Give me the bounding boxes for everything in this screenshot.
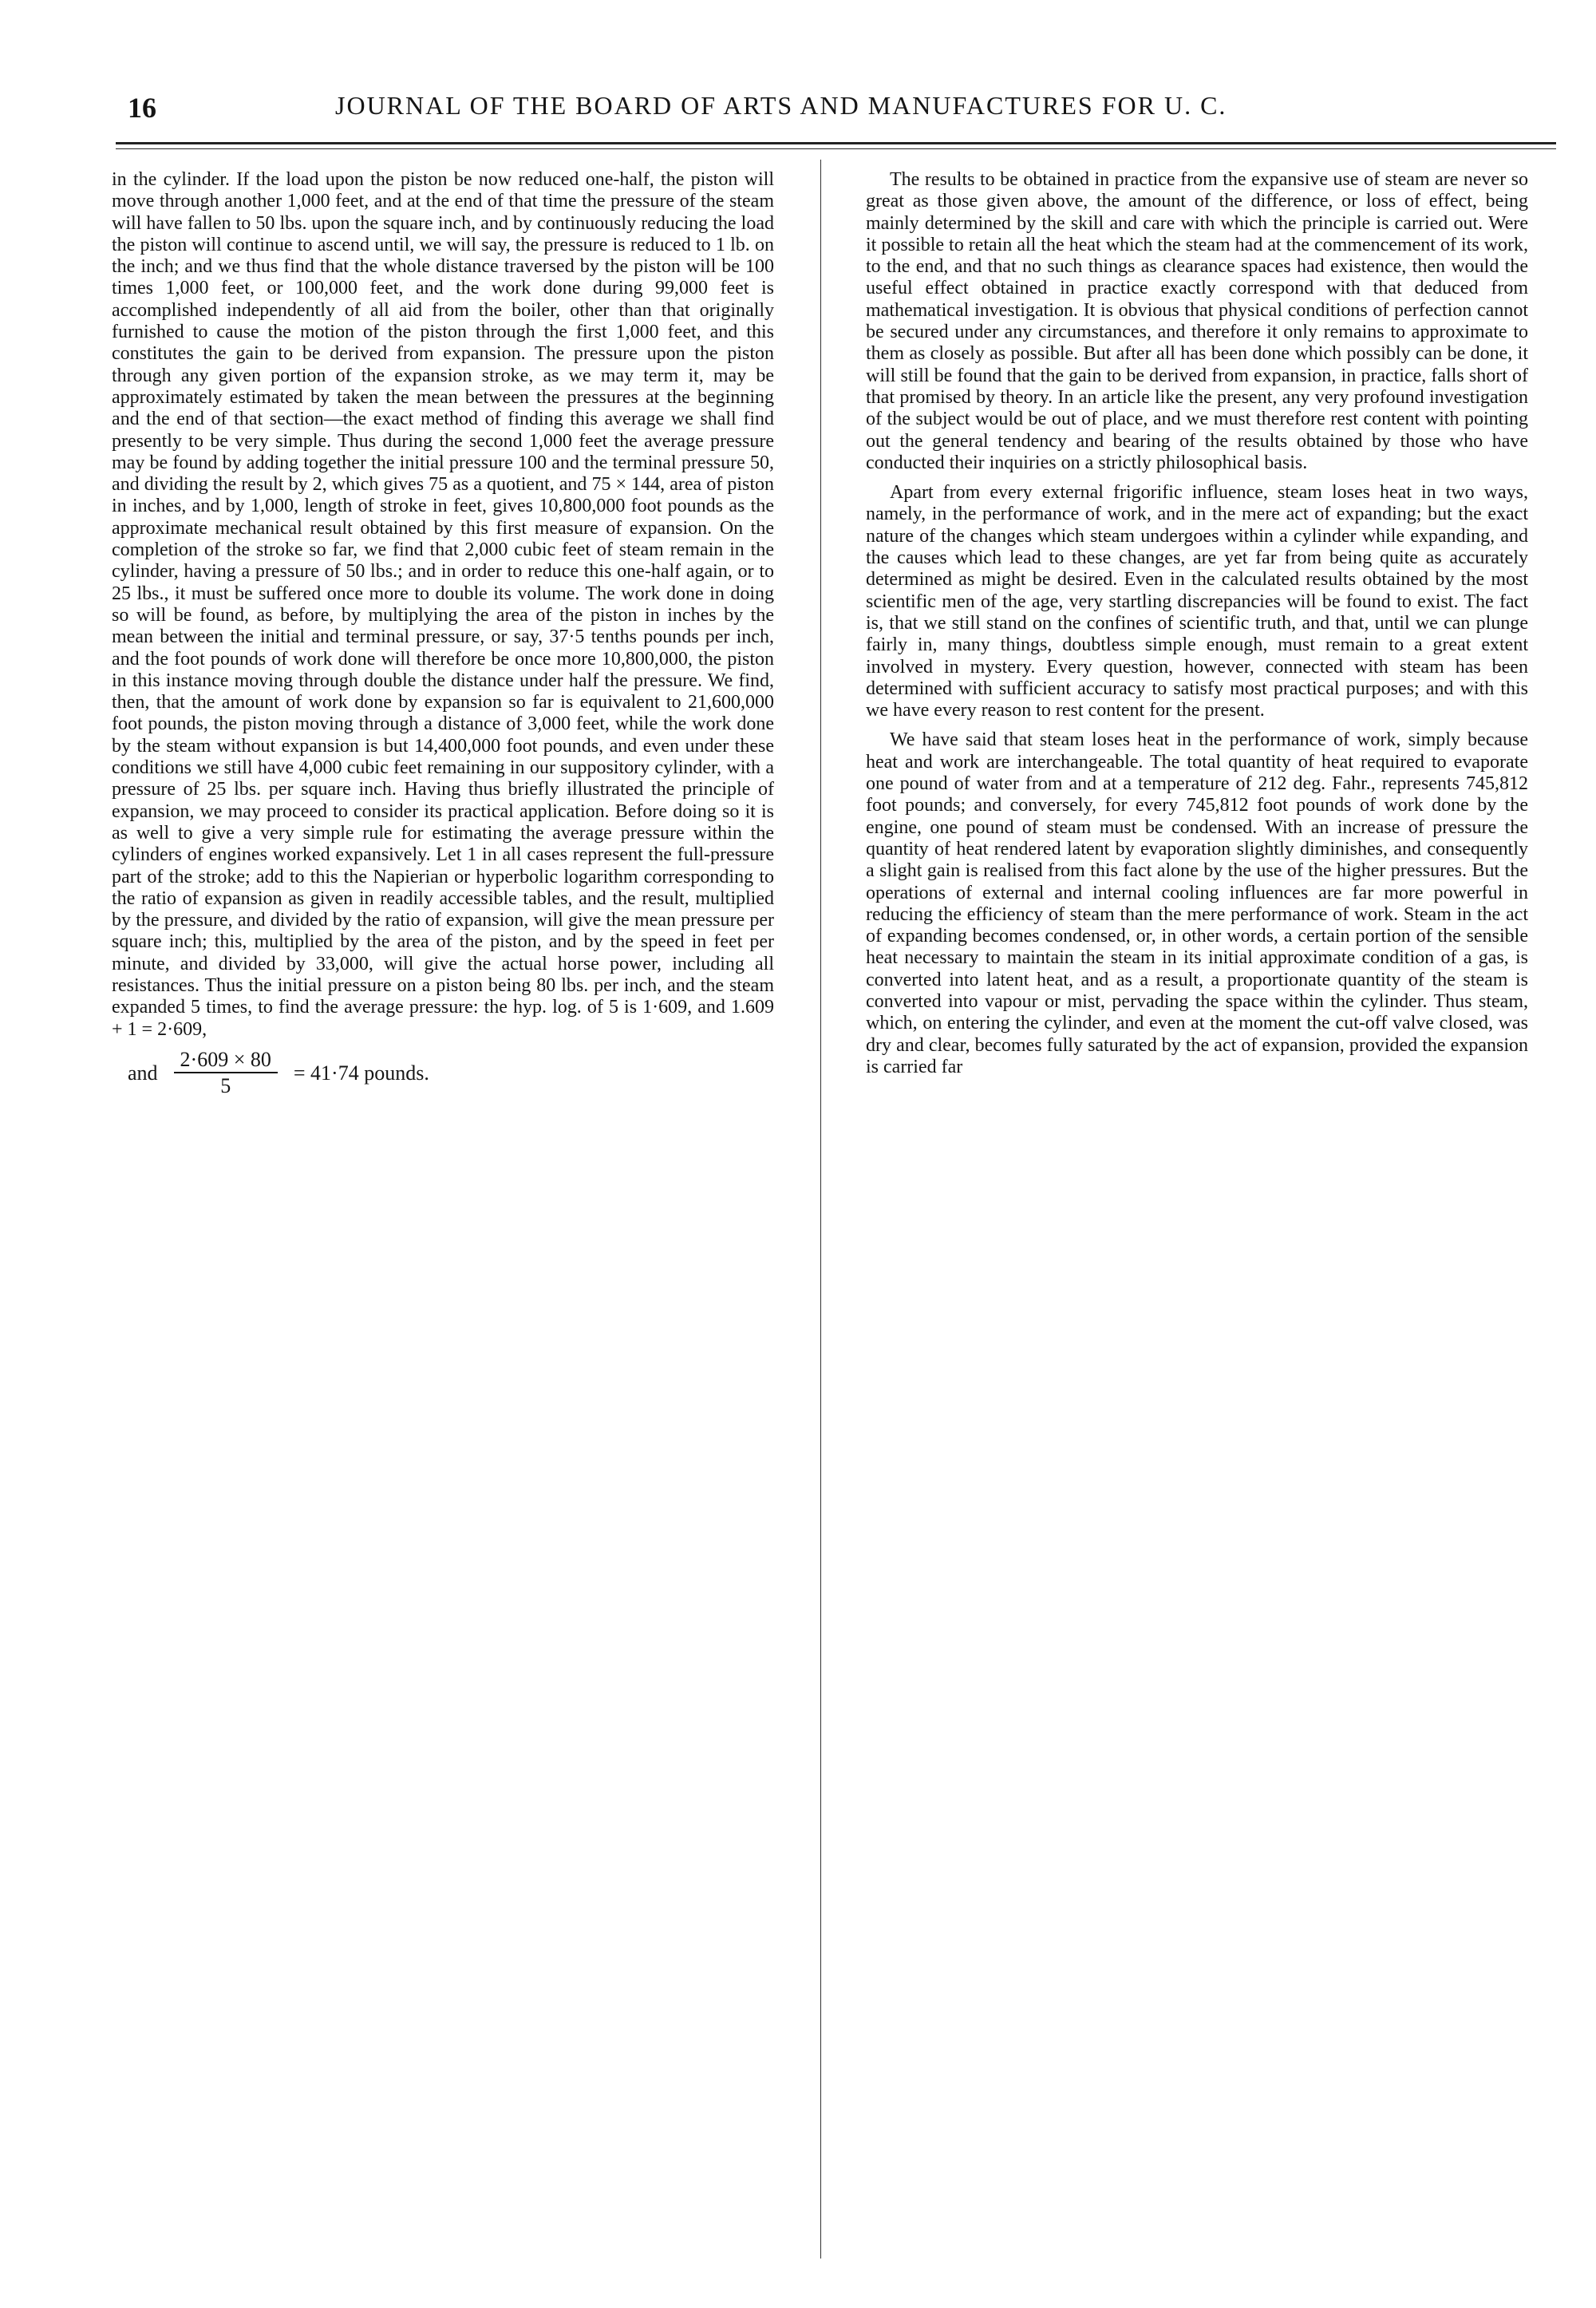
running-title: JOURNAL OF THE BOARD OF ARTS AND MANUFACTURES FOR U. C. bbox=[335, 91, 1227, 120]
equation-numerator: 2·609 × 80 bbox=[174, 1049, 278, 1073]
right-paragraph-2: Apart from every external frigorific influence, steam loses heat in two ways, namely, in the performance of work, and in the mere act of expanding; but the exact nature of the changes which steam undergoes within a cylinder while expanding, and the causes which lead to these changes, are yet far from being quite as accurately determined as might be desired. Even in the calculated results obtained by the most scientific men of the age, very startling discrepancies will be found to exist. The fact is, that we still stand on the confines of scientific truth, and that, until we can plunge fairly in, many things, doubtless simple enough, must remain to a great extent involved in mystery. Every question, however, connected with steam has been determined with sufficient accuracy to satisfy most practical purposes; and with this we have every reason to rest content for the present. bbox=[866, 482, 1528, 721]
mean-pressure-equation bbox=[112, 1049, 774, 1097]
header-rule-thin bbox=[116, 148, 1556, 149]
page-header bbox=[96, 86, 1556, 131]
right-paragraph-1: The results to be obtained in practice from the expansive use of steam are never so great as those given above, the amount of the difference, or loss of effect, being mainly determined by the skill and care with which the principle is carried out. Were it possible to retain all the heat which the steam had at the commencement of its work, to the end, and that no such things as clearance spaces had existence, then would the useful effect obtained in practice exactly correspond with that deduced from mathematical investigation. It is obvious that physical conditions of perfection cannot be secured under any circumstances, and therefore it only remains to approximate to them as closely as possible. But after all has been done which possibly can be done, it will still be found that the gain to be derived from expansion, in practice, falls short of that promised by theory. In an article like the present, any very profound investigation of the subject would be out of place, and we must therefore rest content with pointing out the general tendency and bearing of the results obtained by those who have conducted their inquiries on a strictly philosophical basis. bbox=[866, 169, 1528, 473]
right-paragraph-3: We have said that steam loses heat in the performance of work, simply because heat and work are interchangeable. The total quantity of heat required to evaporate one pound of water from and at a temperature of 212 deg. Fahr., represents 745,812 foot pounds; and conversely, for every 745,812 foot pounds of work done by the engine, one pound of steam must be condensed. With an increase of pressure the quantity of heat rendered latent by evaporation slightly diminishes, and consequently a slight gain is realised from this fact alone by the use of the higher pressures. But the operations of external and internal cooling influences are far more powerful in reducing the efficiency of steam than the mere performance of work. Steam in the act of expanding becomes condensed, or, in other words, a certain portion of the sensible heat necessary to maintain the steam in its initial approximate condition of a gas, is converted into latent heat, and as a result, a proportionate quantity of the steam is converted into vapour or mist, pervading the space within the cylinder. Thus steam, which, on entering the cylinder, and even at the moment the cut-off valve closed, was dry and clear, becomes fully saturated by the act of expansion, provided the expansion is carried far bbox=[866, 729, 1528, 1077]
equation-fraction bbox=[174, 1049, 278, 1097]
equation-denominator: 5 bbox=[220, 1074, 231, 1098]
equation-lead: and bbox=[128, 1061, 158, 1085]
right-column bbox=[866, 169, 1528, 1086]
header-rule-thick bbox=[116, 142, 1556, 144]
equation-result: = 41·74 pounds. bbox=[293, 1061, 429, 1085]
left-paragraph-1: in the cylinder. If the load upon the piston be now reduced one-half, the piston will move through another 1,000 feet, and at the end of that time the pressure of the steam will have fallen to 50 lbs. upon the square inch, and by continuously reducing the load the piston will continue to ascend until, we will say, the pressure is reduced to 1 lb. on the inch; and we thus find that the whole distance traversed by the piston will be 100 times 1,000 feet, or 100,000 feet, and the work done during 99,000 feet is accomplished independently of all aid from the boiler, other than that originally furnished to cause the motion of the piston through the first 1,000 feet, and this constitutes the gain to be derived from expansion. The pressure upon the piston through any given portion of the expansion stroke, as we may term it, may be approximately estimated by taken the mean between the pressures at the beginning and the end of that section—the exact method of finding this average we shall find presently to be very simple. Thus during the second 1,000 feet the average pressure may be found by adding together the initial pressure 100 and the terminal pressure 50, and dividing the result by 2, which gives 75 as a quotient, and 75 × 144, area of piston in inches, and by 1,000, length of stroke in feet, gives 10,800,000 foot pounds as the approximate mechanical result obtained by this first measure of expansion. On the completion of the stroke so far, we find that 2,000 cubic feet of steam remain in the cylinder, having a pressure of 50 lbs.; and in order to reduce this one-half again, or to 25 lbs., it must be suffered once more to double its volume. The work done in doing so will be found, as before, by multiplying the area of the piston in inches by the mean between the initial and terminal pressure, or say, 37·5 tenths pounds per inch, and the foot pounds of work done will therefore be once more 10,800,000, the piston in this instance moving through double the distance under half the pressure. We find, then, that the amount of work done by expansion so far is equivalent to 21,600,000 foot pounds, the piston moving through a distance of 3,000 feet, while the work done by the steam without expansion is but 14,400,000 foot pounds, and even under these conditions we still have 4,000 cubic feet remaining in our suppository cylinder, with a pressure of 25 lbs. per square inch. Having thus briefly illustrated the principle of expansion, we may proceed to consider its practical application. Before doing so it is as well to give a very simple rule for estimating the average pressure within the cylinders of engines worked expansively. Let 1 in all cases represent the full-pressure part of the stroke; add to this the Napierian or hyperbolic logarithm corresponding to the ratio of expansion as given in readily accessible tables, and the result, multiplied by the pressure, and divided by the ratio of expansion, will give the mean pressure per square inch; this, multiplied by the area of the piston, and by the speed in feet per minute, and divided by 33,000, will give the actual horse power, including all resistances. Thus the initial pressure on a piston being 80 lbs. per inch, and the steam expanded 5 times, to find the average pressure: the hyp. log. of 5 is 1·609, and 1.609 + 1 = 2·609, bbox=[112, 169, 774, 1040]
page-number: 16 bbox=[128, 92, 156, 124]
column-divider bbox=[820, 160, 821, 2259]
left-column bbox=[112, 169, 774, 1097]
